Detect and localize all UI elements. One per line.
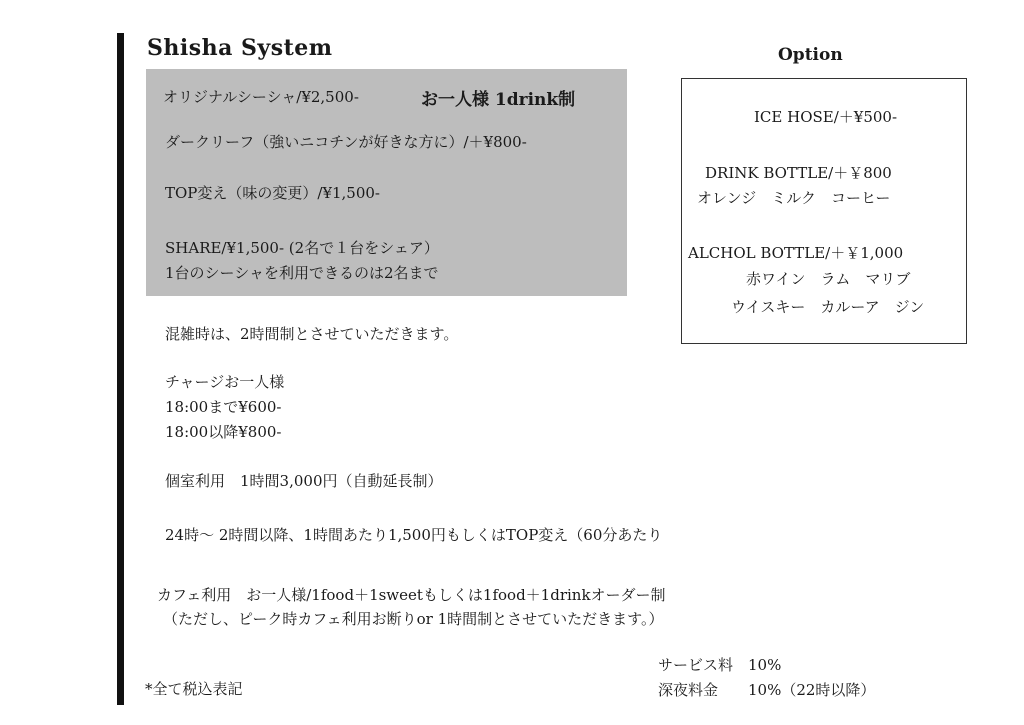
night-fee: 深夜料金 10%（22時以降） [658, 681, 876, 699]
cafe-usage-note: （ただし、ピーク時カフェ利用お断りor 1時間制とさせていただきます。） [163, 610, 664, 628]
charge-after-18: 18:00以降¥800- [165, 423, 282, 441]
page-title: Shisha System [147, 35, 333, 61]
tax-included-note: *全て税込表記 [145, 680, 243, 698]
share-price: SHARE/¥1,500- (2名で１台をシェア） [165, 239, 439, 257]
drink-bottle-items: オレンジ ミルク コーヒー [697, 189, 891, 207]
dark-leaf-price: ダークリーフ（強いニコチンが好きな方に）/＋¥800- [165, 133, 527, 151]
top-change-price: TOP変え（味の変更）/¥1,500- [165, 184, 381, 202]
ice-hose-option: ICE HOSE/＋¥500- [754, 108, 898, 126]
left-accent-bar [117, 33, 124, 705]
original-shisha-price: オリジナルシーシャ/¥2,500- [163, 88, 359, 106]
one-drink-rule: お一人様 1drink制 [421, 90, 576, 110]
drink-bottle-option: DRINK BOTTLE/＋￥800 [705, 164, 892, 182]
share-note: 1台のシーシャを利用できるのは2名まで [165, 264, 439, 282]
alcohol-items-row-2: ウイスキー カルーア ジン [731, 298, 925, 316]
service-fee: サービス料 10% [658, 656, 782, 674]
charge-before-18: 18:00まで¥600- [165, 398, 282, 416]
late-night-rule: 24時～ 2時間以降、1時間あたり1,500円もしくはTOP変え（60分あたり [165, 526, 663, 544]
private-room-price: 個室利用 1時間3,000円（自動延長制） [165, 472, 443, 490]
option-title: Option [778, 45, 843, 65]
cafe-usage: カフェ利用 お一人様/1food＋1sweetもしくは1food＋1drinkオーダー制 [157, 586, 666, 604]
alcohol-bottle-option: ALCHOL BOTTLE/＋￥1,000 [688, 244, 904, 262]
alcohol-items-row-1: 赤ワイン ラム マリブ [746, 270, 911, 288]
charge-title: チャージお一人様 [165, 373, 285, 391]
busy-time-note: 混雑時は、2時間制とさせていただきます。 [165, 325, 459, 343]
